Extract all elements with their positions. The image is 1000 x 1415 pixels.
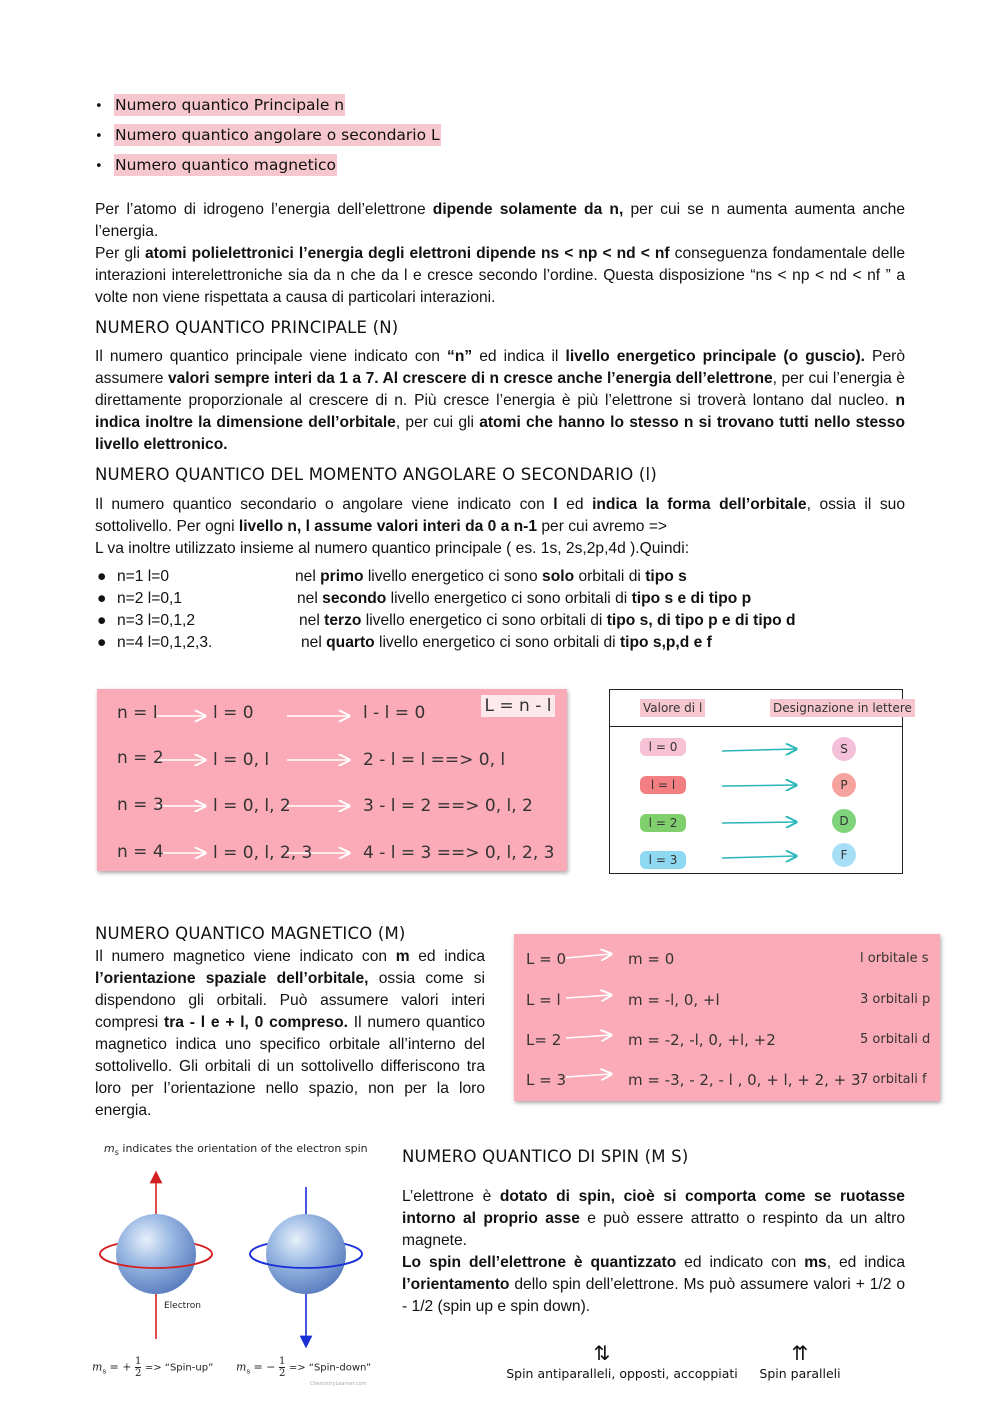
electron-label: Electron [164, 1301, 201, 1311]
arrow [566, 995, 611, 998]
L-value: L = 0 [526, 950, 567, 968]
level-list [97, 566, 796, 654]
level-item: ● n=1 l=0 nel primo livello energetico ci sono solo orbitali di tipo s [97, 568, 687, 585]
spin-paragraph: L’elettrone è dotato di spin, cioè si comporta come se ruotasse intorno al proprio asse e può essere attratto o respinto da un altro magnete. Lo spin dell’elettrone è quantizzato ed indicato con ms, ed indica l’orientamento dello spin dell’elettrone. Ms può assumere valori + 1/2 o - 1/2 (spin up e spin down). [402, 1188, 905, 1315]
L-value: L = l [526, 991, 561, 1009]
bullet-item: • Numero quantico angolare o secondario L [95, 126, 440, 144]
letter-d: D [832, 809, 856, 833]
arrow [722, 785, 796, 786]
heading-magnetico: NUMERO QUANTICO MAGNETICO (M) [95, 924, 406, 943]
column-header: Designazione in lettere [770, 699, 915, 717]
level-item: ● n=2 l=0,1 nel secondo livello energetico ci sono orbitali di tipo s e di tipo p [97, 590, 752, 607]
figure-caption: $m_s$ indicates the orientation of the electron spin [104, 1142, 368, 1158]
m-values: m = -3, - 2, - l , 0, + l, + 2, + 3 [628, 1071, 861, 1089]
l-result: 2 - l = l ==> 0, l [363, 750, 506, 770]
l-value: l = 0, l [213, 750, 270, 770]
arrow [722, 822, 796, 823]
letter-s: S [832, 737, 856, 761]
l-value-tag: l = 0 [640, 738, 686, 756]
figure-credit: ChemistryLearner.com [310, 1381, 367, 1387]
arrow [722, 856, 796, 858]
l-value: l = 0, l, 2, 3 [213, 843, 313, 863]
bullet-label: Numero quantico angolare o secondario L [115, 126, 440, 144]
intro-paragraph-1: Per l’atomo di idrogeno l’energia dell’elettrone dipende solamente da n, per cui se n aumenta aumenta anche l’energia. [95, 201, 905, 240]
l-result: 3 - l = 2 ==> 0, l, 2 [363, 796, 533, 816]
spin-figure [90, 1137, 390, 1392]
electron-sphere-up [116, 1214, 196, 1294]
bullet-label: Numero quantico magnetico [115, 156, 336, 174]
magnetico-paragraph: Il numero magnetico viene indicato con m ed indica l’orientazione spaziale dell’orbitale, ossia come si dispendono gli orbitali. Può assumere valori interi compresi tra - l e + l, 0 compreso. Il numero quantico magnetico indica uno specifico orbitale all’interno del sottolivello. Gli orbitali di un sottolivello differiscono tra loro per l’orientazione nello spazio, non per la loro energia. [95, 948, 486, 1119]
intro-text [95, 199, 905, 309]
l-value-tag: l = l [640, 776, 686, 794]
antiparallel-arrows-icon: ⇅ [593, 1341, 611, 1365]
l-result: 4 - l = 3 ==> 0, l, 2, 3 [363, 843, 555, 863]
orbital-count: 5 orbitali d [860, 1032, 931, 1047]
orbital-count: 7 orbitali f [860, 1072, 927, 1087]
heading-principale: NUMERO QUANTICO PRINCIPALE (N) [95, 318, 399, 337]
heading-secondario: NUMERO QUANTICO DEL MOMENTO ANGOLARE O SECONDARIO (l) [95, 465, 657, 484]
bullet-item: • Numero quantico Principale n [95, 96, 345, 114]
m-values: m = 0 [628, 950, 675, 968]
column-header: Valore di l [640, 699, 705, 717]
spin-antiparallel [502, 1342, 742, 1381]
arrow [566, 1074, 611, 1077]
top-bullet-list [95, 96, 441, 186]
letter-designation-table [609, 689, 912, 874]
L-value: L= 2 [526, 1031, 562, 1049]
secondario-paragraph: Il numero quantico secondario o angolare viene indicato con l ed indica la forma dell’orbitale, ossia il suo sottolivello. Per ogni livello n, l assume valori interi da 0 a n-1 per cui avremo => L va inoltre utilizzato insieme al numero quantico principale ( es. 1s, 2s,2p,4d ).Quindi: [95, 496, 906, 557]
principale-paragraph: Il numero quantico principale viene indicato con “n” ed indica il livello energetico principale (o guscio). Però assumere valori sempre interi da 1 a 7. Al crescere di n cresce anche l’energia dell’elettrone, per cui l’energia è direttamente proporzionale al crescere di n. Più cresce l’energia è più l’elettrone si troverà lontano dal nucleo. n indica inoltre la dimensione dell’orbitale, per cui gli atomi che hanno lo stesso n si trovano tutti nello stesso livello elettronico. [95, 348, 905, 453]
letter-p: P [832, 773, 856, 797]
arrow [722, 749, 796, 751]
arrow [566, 1035, 611, 1038]
n-value: n = 4 [117, 842, 164, 862]
l-value-tag: l = 3 [640, 851, 686, 869]
l-value: l = 0, l, 2 [213, 796, 291, 816]
n-value: n = 3 [117, 795, 164, 815]
bullet-item: • Numero quantico magnetico [95, 156, 336, 174]
m-values-diagram [514, 934, 940, 1101]
orbital-count: 3 orbitali p [860, 992, 931, 1007]
level-item: ● n=4 l=0,1,2,3. nel quarto livello energetico ci sono orbitali di tipo s,p,d e f [97, 634, 712, 651]
letter-f: F [832, 843, 856, 867]
spin-up-formula: $m_s$ = + $\frac{1}{2}$ => “Spin-up” [92, 1356, 214, 1379]
spin-diagram [90, 1137, 390, 1392]
formula-label: L = n - l [481, 695, 555, 717]
electron-sphere-down [266, 1214, 346, 1294]
heading-spin: NUMERO QUANTICO DI SPIN (M S) [402, 1147, 689, 1166]
orbital-count: l orbitale s [860, 951, 929, 966]
l-result: l - l = 0 [363, 703, 426, 723]
l-value: l = 0 [213, 703, 254, 723]
spin-parallel [752, 1342, 848, 1381]
bullet-label: Numero quantico Principale n [115, 96, 345, 114]
m-values: m = -2, -l, 0, +l, +2 [628, 1031, 776, 1049]
L-value: L = 3 [526, 1071, 567, 1089]
n-value: n = l [117, 703, 158, 723]
m-values: m = -l, 0, +l [628, 991, 720, 1009]
n-value: n = 2 [117, 748, 164, 768]
parallel-arrows-icon: ⇈ [791, 1341, 809, 1365]
parallel-label: Spin paralleli [759, 1366, 841, 1381]
l-value-tag: l = 2 [640, 814, 686, 832]
antiparallel-label: Spin antiparalleli, opposti, accoppiati [506, 1366, 738, 1381]
spin-down-formula: $m_s$ = − $\frac{1}{2}$ => “Spin-down” [236, 1356, 371, 1379]
level-item: ● n=3 l=0,1,2 nel terzo livello energetico ci sono orbitali di tipo s, di tipo p e di tipo d [97, 612, 796, 629]
arrow [566, 954, 611, 958]
n-l-diagram [97, 689, 567, 871]
intro-paragraph-2: Per gli atomi polielettronici l’energia degli elettroni dipende ns < np < nd < nf conseguenza fondamentale delle interazioni interelettroniche sia da n che da l e cresce secondo l’ordine. Questa disposizione “ns < np < nd < nf ” a volte non viene rispettata a causa di particolari interazioni. [95, 245, 905, 306]
